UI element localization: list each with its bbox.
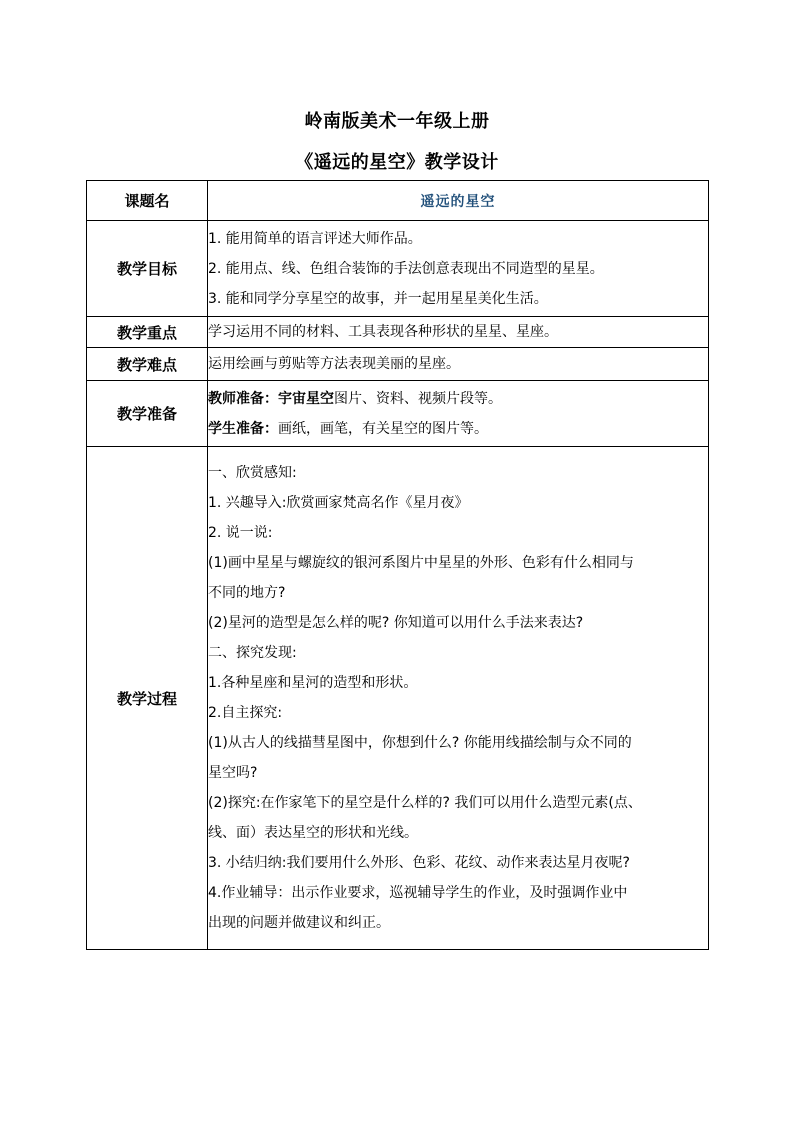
- focus-content: [208, 317, 709, 348]
- student-preparation: [208, 414, 708, 444]
- goal-item: 3. 能和同学分享星空的故事，并一起用星星美化生活。: [208, 290, 548, 307]
- process-line: 2.自主探究:: [208, 705, 283, 721]
- focus-text: 学习运用不同的材料、工具表现各种形状的星星、星座。: [208, 324, 558, 340]
- process-line: (1)画中星星与螺旋纹的银河系图片中星星的外形、色彩有什么相同与: [208, 555, 634, 571]
- goal-item: 1. 能用简单的语言评述大师作品。: [208, 230, 422, 247]
- preparation-content: [208, 381, 709, 447]
- subject-label: 课题名: [87, 181, 208, 221]
- process-line: (2)星河的造型是怎么样的呢? 你知道可以用什么手法来表达?: [208, 615, 584, 631]
- table-row-subject: [87, 181, 709, 221]
- table-row-focus: [87, 317, 709, 348]
- table-row-goals: [87, 221, 709, 317]
- document-subtitle: 《遥远的星空》教学设计: [295, 152, 499, 173]
- student-preparation-label: 学生准备：: [208, 420, 278, 437]
- process-line: 2. 说一说:: [208, 525, 273, 541]
- teacher-preparation-value: 图片、资料、视频片段等。: [334, 390, 502, 407]
- process-line: 不同的地方?: [208, 585, 286, 601]
- process-line: 出现的问题并做建议和纠正。: [208, 915, 390, 931]
- difficulty-content: [208, 348, 709, 381]
- process-label: 教学过程: [87, 447, 208, 950]
- process-content: [208, 447, 709, 950]
- process-line: 二、探究发现:: [208, 645, 297, 661]
- process-line: 一、欣赏感知:: [208, 465, 297, 481]
- student-preparation-value: 画纸，画笔，有关星空的图片等。: [278, 420, 488, 437]
- process-line: 3. 小结归纳:我们要用什么外形、色彩、花纹、动作来表达星月夜呢?: [208, 855, 630, 871]
- document-title: 岭南版美术一年级上册: [304, 111, 490, 132]
- process-line: (2)探究:在作家笔下的星空是什么样的? 我们可以用什么造型元素(点、: [208, 795, 642, 811]
- teacher-preparation-label: 教师准备：宇宙星空: [208, 390, 334, 407]
- process-line: 1. 兴趣导入:欣赏画家梵高名作《星月夜》: [208, 495, 469, 511]
- difficulty-label: 教学难点: [87, 348, 208, 381]
- lesson-plan-table: [86, 180, 709, 950]
- table-row-difficulty: [87, 348, 709, 381]
- process-line: 星空吗?: [208, 765, 258, 781]
- process-line: (1)从古人的线描彗星图中，你想到什么? 你能用线描绘制与众不同的: [208, 735, 632, 751]
- focus-label: 教学重点: [87, 317, 208, 348]
- subject-value: 遥远的星空: [208, 181, 709, 221]
- table-row-preparation: [87, 381, 709, 447]
- goals-content: [208, 221, 709, 317]
- preparation-label: 教学准备: [87, 381, 208, 447]
- difficulty-text: 运用绘画与剪贴等方法表现美丽的星座。: [208, 356, 460, 372]
- process-line: 线、面）表达星空的形状和光线。: [208, 825, 418, 841]
- process-line: 4.作业辅导：出示作业要求，巡视辅导学生的作业，及时强调作业中: [208, 885, 628, 901]
- goal-item: 2. 能用点、线、色组合装饰的手法创意表现出不同造型的星星。: [208, 260, 604, 277]
- goals-label: 教学目标: [87, 221, 208, 317]
- process-line: 1.各种星座和星河的造型和形状。: [208, 675, 418, 691]
- teacher-preparation: [208, 384, 708, 414]
- table-row-process: [87, 447, 709, 950]
